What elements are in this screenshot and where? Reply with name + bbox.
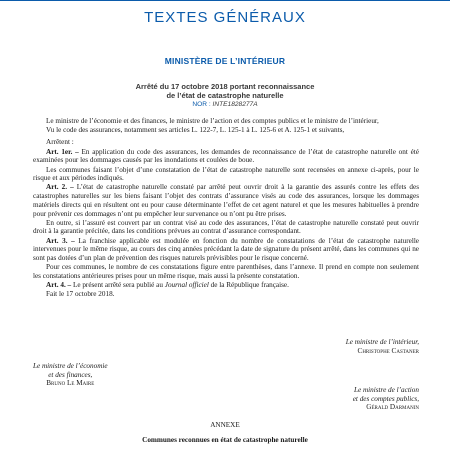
article-4-text-post: de la République française. [208, 281, 289, 290]
arrete-title-line1: Arrêté du 17 octobre 2018 portant reconnaissance [135, 82, 315, 91]
signature-interieur [346, 338, 419, 355]
nor-reference [0, 101, 450, 108]
article-4 [33, 281, 419, 290]
nor-label: NOR : [192, 101, 211, 108]
article-3-paragraph-2: Pour ces communes, le nombre de ces constatations figure entre parenthèses, dans l’annexe. Il prend en compte non seulement les constatations antérieures prises pour un même risque, mais aussi la présente constatation. [33, 263, 419, 280]
done-date: Fait le 17 octobre 2018. [46, 290, 115, 299]
signature-interieur-name: Christophe Castaner [357, 346, 419, 355]
article-3-label: Art. 3. – [46, 236, 75, 245]
article-2-label: Art. 2. – [46, 183, 74, 192]
annexe-title: ANNEXE [210, 421, 240, 429]
journal-officiel: Journal officiel [164, 281, 209, 290]
article-3-text: La franchise applicable est modulée en fonction du nombre de constatations de l’état de catastrophe naturelle intervenues pour le même risque, au cours des cinq années précédant la date de signature du présent arrêté, dans les communes qui ne sont pas dotées d’un plan de prévention des risques naturels prévisibles pour le risque concerné. [33, 236, 420, 263]
ministry-heading: MINISTÈRE DE L’INTÉRIEUR [164, 56, 286, 66]
section-title: TEXTES GÉNÉRAUX [144, 9, 306, 26]
preamble-ministers: Le ministre de l’économie et des finances, le ministre de l’action et des comptes publics et le ministre de l’intérieur, [46, 117, 379, 125]
arrete-title-line2: de l’état de catastrophe naturelle [166, 91, 284, 100]
article-1-label: Art. 1er. – [46, 147, 79, 156]
signature-action-name: Gérald Darmanin [366, 403, 419, 411]
article-2-paragraph-2: En outre, si l’assuré est couvert par un contrat visé au code des assurances, l’état de catastrophe naturelle constaté peut ouvrir droit à la garantie précitée, dans les conditions prévues au contrat d’assurance correspondant. [33, 218, 419, 236]
arretent: Arrêtent : [46, 137, 74, 146]
signature-interieur-role: Le ministre de l’intérieur, [345, 338, 419, 346]
signature-economie-role-2: et des finances, [48, 370, 93, 379]
article-4-text-pre: Le présent arrêté sera publié au [72, 281, 165, 290]
annexe-subtitle: Communes reconnues en état de catastrophe naturelle [142, 436, 308, 444]
signature-action-role-1: Le ministre de l’action [353, 386, 419, 394]
signature-action-role-2: et des comptes publics, [352, 394, 419, 403]
article-1-text: En application du code des assurances, les demandes de reconnaissance de l’état de catastrophe naturelle ont été examinées pour les dommages causés par les inondations et coulées de boue. [33, 147, 419, 165]
article-3 [33, 237, 419, 263]
preamble-vu: Vu le code des assurances, notamment ses articles L. 122-7, L. 125-1 à L. 125-6 et A. 125-1 et suivants, [46, 126, 345, 135]
signature-economie-role-1: Le ministre de l’économie [33, 362, 108, 370]
signature-action-comptes [353, 386, 419, 412]
article-1 [33, 148, 419, 165]
arrete-title [0, 82, 450, 100]
article-4-label: Art. 4. – [46, 281, 72, 290]
article-2 [33, 183, 419, 218]
signature-economie-name: Bruno Le Maire [46, 379, 95, 387]
nor-value: INTE1828277A [212, 101, 258, 108]
arrete-body [33, 117, 419, 300]
top-rule [0, 0, 450, 1]
signature-economie [33, 362, 108, 388]
article-2-text: L’état de catastrophe naturelle constaté par arrêté peut ouvrir droit à la garantie des assurés contre les effets des catastrophes naturelles sur les biens faisant l’objet des contrats d’assurance visés au code des assurances, lorsque les dommages matériels directs qui en résultent ont eu pour cause déterminante l’effet de cet agent naturel et que les mesures habituelles à prendre pour prévenir ces dommages n’ont pu empêcher leur survenance ou n’ont pu être prises. [33, 183, 420, 218]
article-1-paragraph-2: Les communes faisant l’objet d’une constatation de l’état de catastrophe naturelle sont recensées en annexe ci-après, pour le risque et aux périodes indiqués. [33, 165, 419, 183]
